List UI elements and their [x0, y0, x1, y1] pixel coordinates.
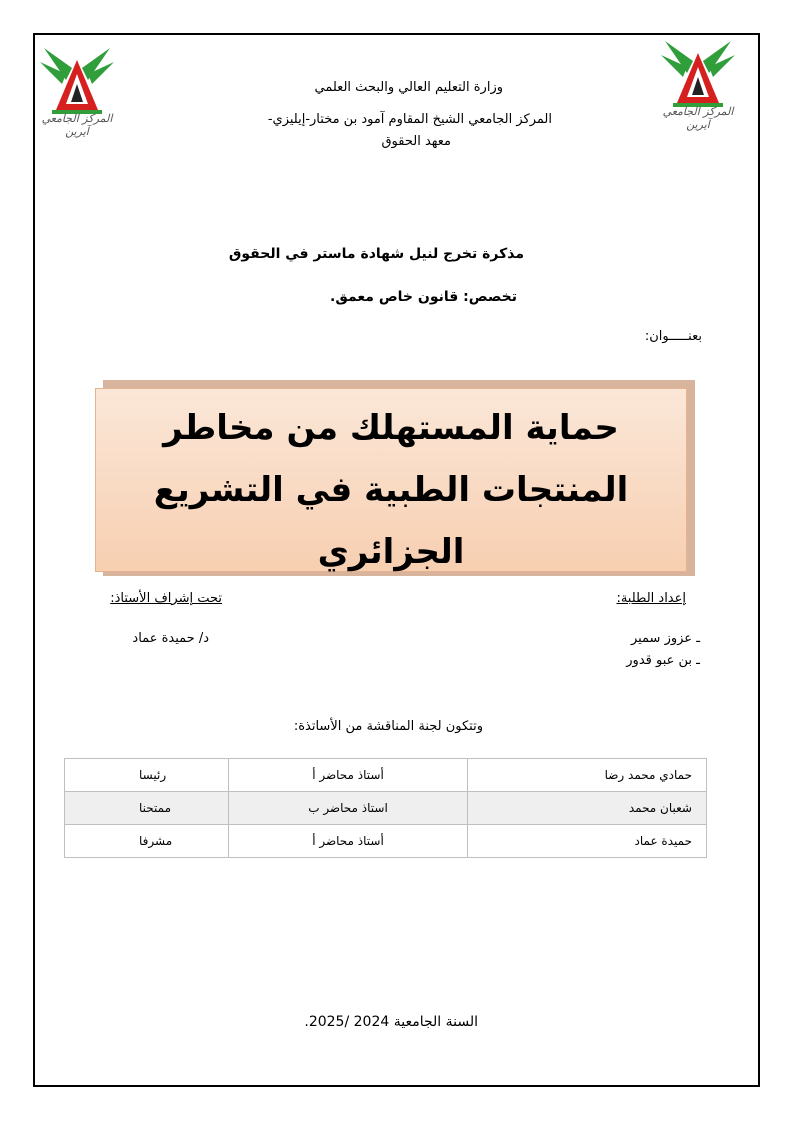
- table-row: [65, 759, 707, 792]
- university-emblem-icon: [36, 40, 118, 120]
- member-name: حمادي محمد رضا: [468, 759, 707, 792]
- member-rank: استاذ محاضر ب: [229, 792, 468, 825]
- table-row: [65, 792, 707, 825]
- supervisor-name: د/ حميدة عماد: [132, 631, 209, 646]
- student-name: ـ عزوز سمير: [630, 631, 700, 646]
- academic-year: السنة الجامعية 2024 /2025.: [304, 1014, 478, 1030]
- university-logo-right: [657, 33, 739, 131]
- student-name: ـ بن عبو قدور: [626, 653, 700, 668]
- thesis-title-line: حماية المستهلك من مخاطر: [163, 408, 619, 448]
- member-name: شعبان محمد: [468, 792, 707, 825]
- students-label: إعداد الطلبة:: [616, 591, 686, 606]
- member-rank: أستاذ محاضر أ: [229, 825, 468, 858]
- thesis-title: [96, 397, 686, 583]
- committee-heading: وتتكون لجنة المناقشة من الأساتذة:: [293, 719, 483, 734]
- member-name: حميدة عماد: [468, 825, 707, 858]
- member-role: رئيسا: [65, 759, 229, 792]
- university-name: المركز الجامعي الشيخ المقاوم آمود بن مختار-إيليزي-: [267, 112, 552, 127]
- specialty-line: تخصص: قانون خاص معمق.: [330, 289, 517, 305]
- institute-name: معهد الحقوق: [381, 134, 451, 149]
- university-logo-left: [36, 40, 118, 138]
- table-row: [65, 825, 707, 858]
- committee-table: [64, 758, 707, 858]
- member-rank: أستاذ محاضر أ: [229, 759, 468, 792]
- degree-line: مذكرة تخرج لنيل شهادة ماستر في الحقوق: [228, 246, 524, 262]
- thesis-title-line: المنتجات الطبية في التشريع: [153, 470, 629, 510]
- logo-caption: المركز الجامعي آيرين: [662, 105, 734, 131]
- supervisor-label: تحت إشراف الأستاذ:: [110, 591, 222, 606]
- logo-caption: المركز الجامعي آيرين: [41, 112, 113, 138]
- title-label: بعنـــــوان:: [644, 329, 702, 344]
- member-role: ممتحنا: [65, 792, 229, 825]
- thesis-title-line: الجزائري: [317, 532, 465, 572]
- thesis-title-box: [95, 388, 687, 572]
- member-role: مشرفا: [65, 825, 229, 858]
- ministry-name: وزارة التعليم العالي والبحث العلمي: [314, 80, 503, 95]
- university-emblem-icon: [657, 33, 739, 113]
